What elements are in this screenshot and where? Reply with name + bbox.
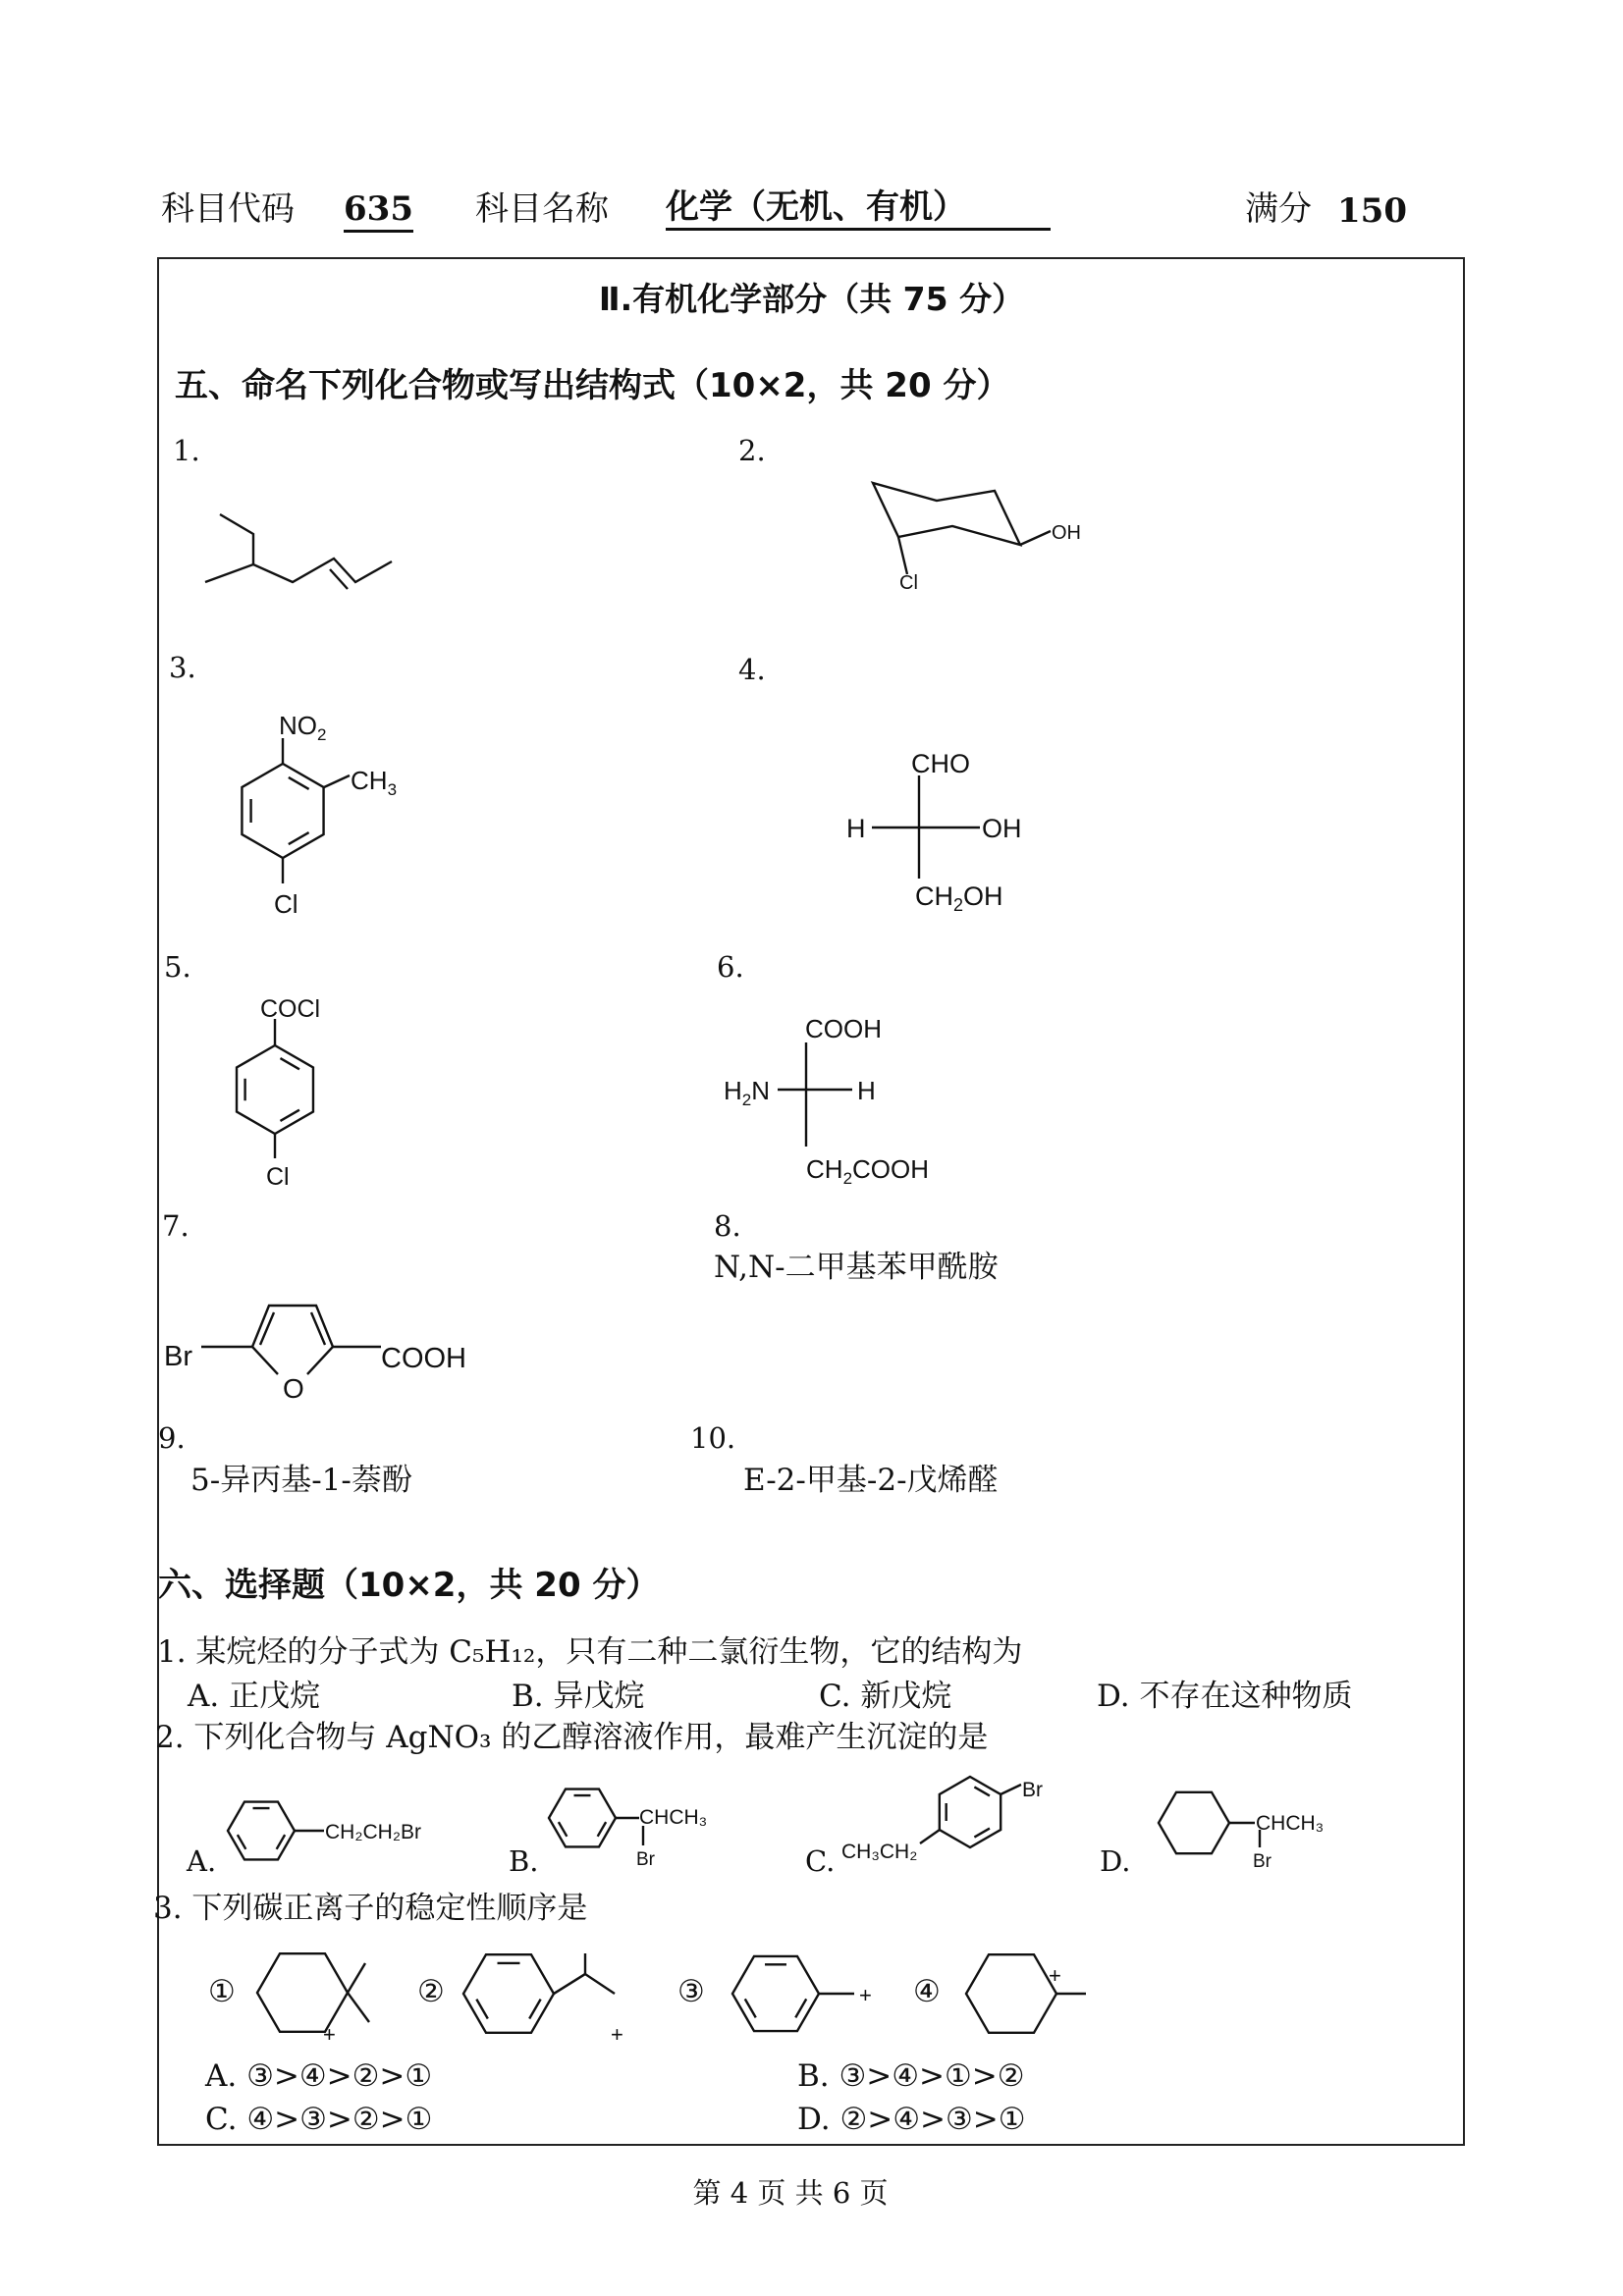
ch2cooh-label: $CH_2COOH$ <box>806 1154 930 1188</box>
double-bond <box>974 1787 990 1795</box>
double-bond <box>745 1999 756 2017</box>
cooh-label: COOH <box>381 1343 466 1374</box>
q3-stem: 3. 下列碳正离子的稳定性顺序是 <box>153 1891 588 1926</box>
q2-structure-a <box>228 1802 421 1860</box>
benzene-ring <box>732 1956 819 2031</box>
item-number: 4. <box>738 653 766 686</box>
q3-marker-2: ② <box>417 1974 445 2009</box>
q1-option-a: A. 正戊烷 <box>188 1679 321 1714</box>
q2-option-a: A. <box>187 1844 217 1878</box>
o-label: O <box>283 1373 304 1404</box>
structure-6 <box>724 1014 929 1188</box>
plus-charge: + <box>859 1983 872 2007</box>
item-number: 10. <box>690 1421 736 1455</box>
cl-label: Cl <box>274 889 298 919</box>
item-number: 2. <box>738 434 766 467</box>
q2-option-b: B. <box>509 1844 539 1878</box>
q2-structure-b <box>549 1789 707 1870</box>
item-10-name: E-2-甲基-2-戊烯醛 <box>743 1463 999 1498</box>
structure-2 <box>873 483 1081 594</box>
q2-structure-c <box>841 1777 1043 1863</box>
part-title: Ⅱ.有机化学部分（共 75 分） <box>598 280 1025 318</box>
br-label: Br <box>1253 1851 1271 1872</box>
structure-3 <box>242 711 397 919</box>
q2-stem: 2. 下列化合物与 AgNO₃ 的乙醇溶液作用，最难产生沉淀的是 <box>155 1720 989 1755</box>
double-bond <box>529 2000 540 2019</box>
double-bond <box>289 777 309 789</box>
full-score: 150 <box>1337 191 1407 231</box>
plus-charge: + <box>1049 1963 1061 1988</box>
item-number: 9. <box>158 1421 186 1455</box>
benzene-ring <box>242 764 323 858</box>
q2-structure-d <box>1159 1792 1324 1872</box>
double-bond <box>289 832 309 844</box>
h2n-label: $H_2N$ <box>724 1076 771 1109</box>
h-label: H <box>846 814 866 843</box>
cho-label: CHO <box>911 749 970 778</box>
benzene-ring <box>228 1802 295 1860</box>
cocl-label: COCl <box>260 995 321 1023</box>
item-number: 7. <box>162 1209 189 1243</box>
ethyl-label: CH₃CH₂ <box>841 1841 918 1863</box>
item-number: 6. <box>717 950 744 984</box>
double-bond <box>559 1822 567 1837</box>
carbocation-3 <box>732 1956 872 2031</box>
oh-label: OH <box>1052 522 1081 544</box>
cyclohexane-ring <box>1159 1792 1229 1853</box>
structure-5 <box>237 995 320 1191</box>
q2-option-d: D. <box>1100 1844 1131 1878</box>
item-number: 8. <box>714 1209 741 1243</box>
benzene-ring <box>237 1045 313 1134</box>
q1-option-c: C. 新戊烷 <box>819 1679 952 1714</box>
section5-title: 五、命名下列化合物或写出结构式（10×2，共 20 分） <box>175 366 1010 405</box>
structure-1 <box>205 514 392 589</box>
subject-name: 化学（无机、有机） <box>666 190 1051 231</box>
chch3-label: CHCH₃ <box>639 1806 708 1829</box>
plus-charge: + <box>611 2022 623 2047</box>
carbocation-4 <box>966 1954 1086 2033</box>
q1-option-d: D. 不存在这种物质 <box>1097 1679 1353 1714</box>
q3-option-d: D. ②>④>③>① <box>797 2102 1026 2137</box>
benzene-ring <box>940 1777 1001 1847</box>
full-score-label: 满分 <box>1245 189 1312 229</box>
q1-stem: 1. 某烷烃的分子式为 C₅H₁₂，只有二种二氯衍生物，它的结构为 <box>157 1634 1023 1670</box>
item-number: 1. <box>173 434 200 467</box>
double-bond <box>476 2000 487 2019</box>
br-label: Br <box>164 1341 192 1372</box>
benzene-ring <box>463 1954 554 2033</box>
carbocation-1 <box>257 1953 369 2047</box>
ch2ch2br-label: CH₂CH₂Br <box>325 1821 421 1843</box>
q3-option-a: A. ③>④>②>① <box>205 2058 433 2094</box>
br-label: Br <box>636 1849 655 1870</box>
q2-option-c: C. <box>805 1844 836 1878</box>
q3-marker-4: ④ <box>913 1974 941 2009</box>
item-8-name: N,N-二甲基苯甲酰胺 <box>714 1250 999 1285</box>
item-number: 3. <box>169 651 196 684</box>
q3-option-b: B. ③>④>①>② <box>797 2058 1025 2094</box>
item-9-name: 5-异丙基-1-萘酚 <box>190 1463 412 1498</box>
benzene-ring <box>549 1789 616 1847</box>
double-bond <box>795 1999 806 2017</box>
q1-option-b: B. 异戊烷 <box>512 1679 645 1714</box>
subject-code: 635 <box>344 192 413 233</box>
item-number: 5. <box>164 950 191 984</box>
cl-label: Cl <box>266 1163 290 1191</box>
plus-charge: + <box>323 2022 336 2047</box>
section6-title: 六、选择题（10×2，共 20 分） <box>158 1566 660 1605</box>
br-label: Br <box>1022 1779 1043 1801</box>
cooh-label: COOH <box>805 1014 882 1043</box>
subject-code-label: 科目代码 <box>161 189 295 229</box>
h-label: H <box>857 1076 876 1105</box>
double-bond <box>280 1058 298 1069</box>
ch2oh-label: $CH_2OH$ <box>915 881 1003 915</box>
cyclohexane-ring <box>966 1954 1056 2033</box>
ch3-label: $CH_3$ <box>351 766 398 799</box>
double-bond <box>238 1835 245 1849</box>
double-bond <box>277 1835 285 1849</box>
cyclohexane-ring <box>257 1953 348 2032</box>
q3-marker-3: ③ <box>677 1974 705 2009</box>
structure-4 <box>846 749 1022 915</box>
chch3-label: CHCH₃ <box>1256 1812 1325 1835</box>
q3-marker-1: ① <box>208 1974 236 2009</box>
subject-name-label: 科目名称 <box>475 189 609 229</box>
q3-option-c: C. ④>③>②>① <box>205 2102 433 2137</box>
double-bond <box>598 1822 606 1837</box>
cl-label: Cl <box>899 572 918 594</box>
page-footer: 第 4 页 共 6 页 <box>692 2176 889 2210</box>
oh-label: OH <box>982 814 1022 843</box>
double-bond <box>280 1110 298 1121</box>
carbocation-2 <box>463 1953 623 2047</box>
structure-7 <box>164 1306 466 1404</box>
no2-label: $NO_2$ <box>279 711 327 744</box>
double-bond <box>974 1829 990 1838</box>
